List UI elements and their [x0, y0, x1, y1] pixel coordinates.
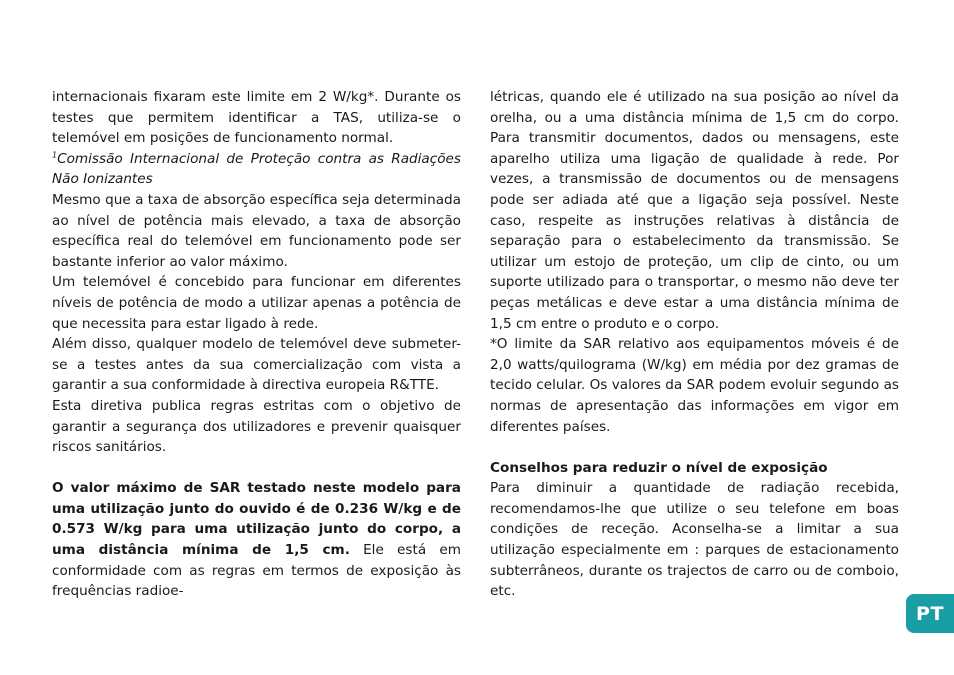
- language-tab: PT: [906, 594, 954, 633]
- paragraph-testing: Além disso, qualquer modelo de telemóvel deve submeter-se a testes antes da sua comercialização com vista a garantir a sua conformidade à directiva europeia R&TTE.: [52, 336, 461, 394]
- spacer: [52, 458, 461, 479]
- section-heading: Conselhos para reduzir o nível de exposição: [490, 459, 828, 476]
- paragraph-limit: internacionais fixaram este limite em 2 W/kg*. Durante os testes que permitem identificar a TAS, utiliza-se o telemóvel em posições de funcionamento normal.: [52, 89, 461, 147]
- footnote-mark: 1: [52, 150, 58, 160]
- paragraph-advice: Para diminuir a quantidade de radiação recebida, recomendamos-lhe que utilize o seu telefone em boas condições de receção. Aconselha-se a limitar a sua utilização especialmente em : parques de estacionamento subterrâneos, durante os trajectos de carro ou de comboio, etc.: [490, 480, 899, 600]
- spacer: [490, 437, 899, 458]
- paragraph-sar-values: [52, 478, 461, 602]
- footnote: [52, 149, 461, 190]
- paragraph-sar-limit: *O limite da SAR relativo aos equipamentos móveis é de 2,0 watts/quilograma (W/kg) em média por dez gramas de tecido celular. Os valores da SAR podem evoluir segundo as normas de apresentação das informações em vigor em diferentes países.: [490, 336, 899, 435]
- footnote-text: Comissão Internacional de Proteção contra as Radiações Não Ionizantes: [52, 150, 461, 188]
- sar-values-bold: O valor máximo de SAR testado neste modelo para uma utilização junto do ouvido é de 0.236 W/kg e de 0.573 W/kg para uma utilização junto do corpo, a uma distância mínima de 1,5 cm.: [52, 480, 461, 559]
- sar-values-rest: Ele está em conformidade com as regras em termos de exposição às frequências radioe-: [52, 542, 461, 600]
- paragraph-power-levels: Um telemóvel é concebido para funcionar em diferentes níveis de potência de modo a utilizar apenas a potência de que necessita para estar ligado à rede.: [52, 274, 461, 332]
- left-text-column: [52, 87, 461, 602]
- paragraph-directive: Esta diretiva publica regras estritas com o objetivo de garantir a segurança dos utilizadores e prevenir quaisquer riscos sanitários.: [52, 397, 461, 456]
- paragraph-absorption: Mesmo que a taxa de absorção específica seja determinada ao nível de potência mais elevado, a taxa de absorção específica real do telemóvel em funcionamento pode ser bastante inferior ao valor máximo.: [52, 191, 461, 270]
- paragraph-electrical: létricas, quando ele é utilizado na sua posição ao nível da orelha, ou a uma distância mínima de 1,5 cm do corpo. Para transmitir documentos, dados ou mensagens, este aparelho utiliza uma ligação de qualidade à rede. Por vezes, a transmissão de documentos ou de mensagens pode ser adiada até que a ligação seja possível. Neste caso, respeite as instruções relativas à distância de separação para o estabelecimento da transmissão. Se utilizar um estojo de proteção, um clip de cinto, ou um suporte utilizado para o transportar, o mesmo não deve ter peças metálicas e deve estar a uma distância mínima de 1,5 cm entre o produto e o corpo.: [490, 89, 899, 332]
- right-text-column: [490, 87, 899, 602]
